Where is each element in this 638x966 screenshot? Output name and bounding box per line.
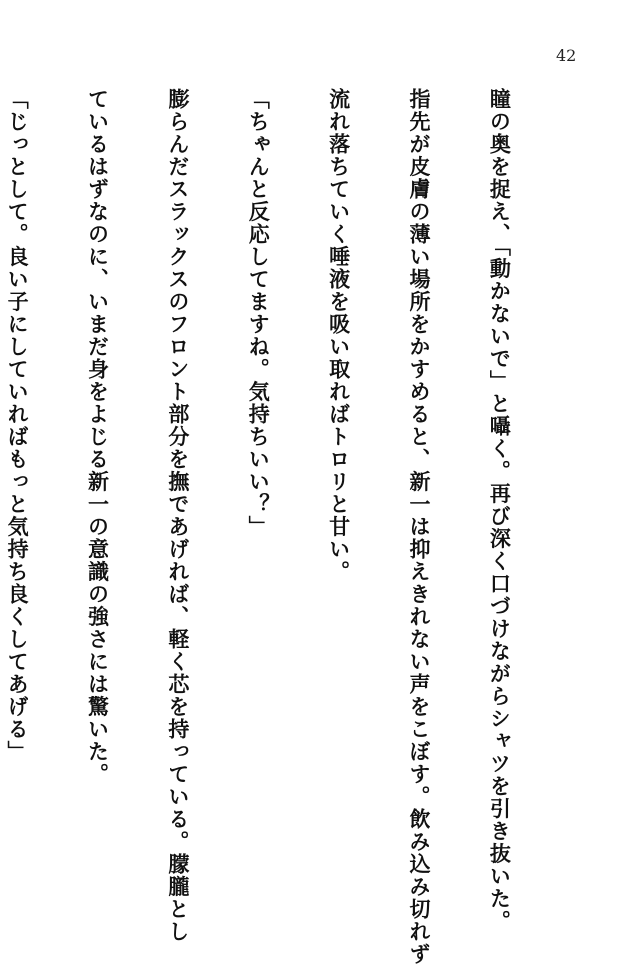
text-line: 「じっとして。良い子にしていればもっと気持ち良くしてあげる」 — [5, 88, 30, 763]
text-line: 流れ落ちていく唾液を吸い取ればトロリと甘い。 — [326, 88, 351, 583]
vertical-text-body — [0, 88, 566, 966]
text-line: ているはずなのに、いまだ身をよじる新一の意識の強さには驚いた。 — [85, 88, 110, 786]
page-number: 42 — [556, 46, 577, 65]
text-line: 指先が皮膚の薄い場所をかすめると、新一は抑えきれない声をこぼす。飲み込み切れず — [407, 88, 432, 966]
text-line: 瞳の奥を捉え、「動かないで」と囁く。再び深く口づけながらシャツを引き抜いた。 — [487, 88, 512, 933]
text-line: 「ちゃんと反応してますね。気持ちいい？」 — [246, 88, 271, 538]
text-line: 膨らんだスラックスのフロント部分を撫であげれば、軽く芯を持っている。朦朧とし — [165, 88, 190, 943]
